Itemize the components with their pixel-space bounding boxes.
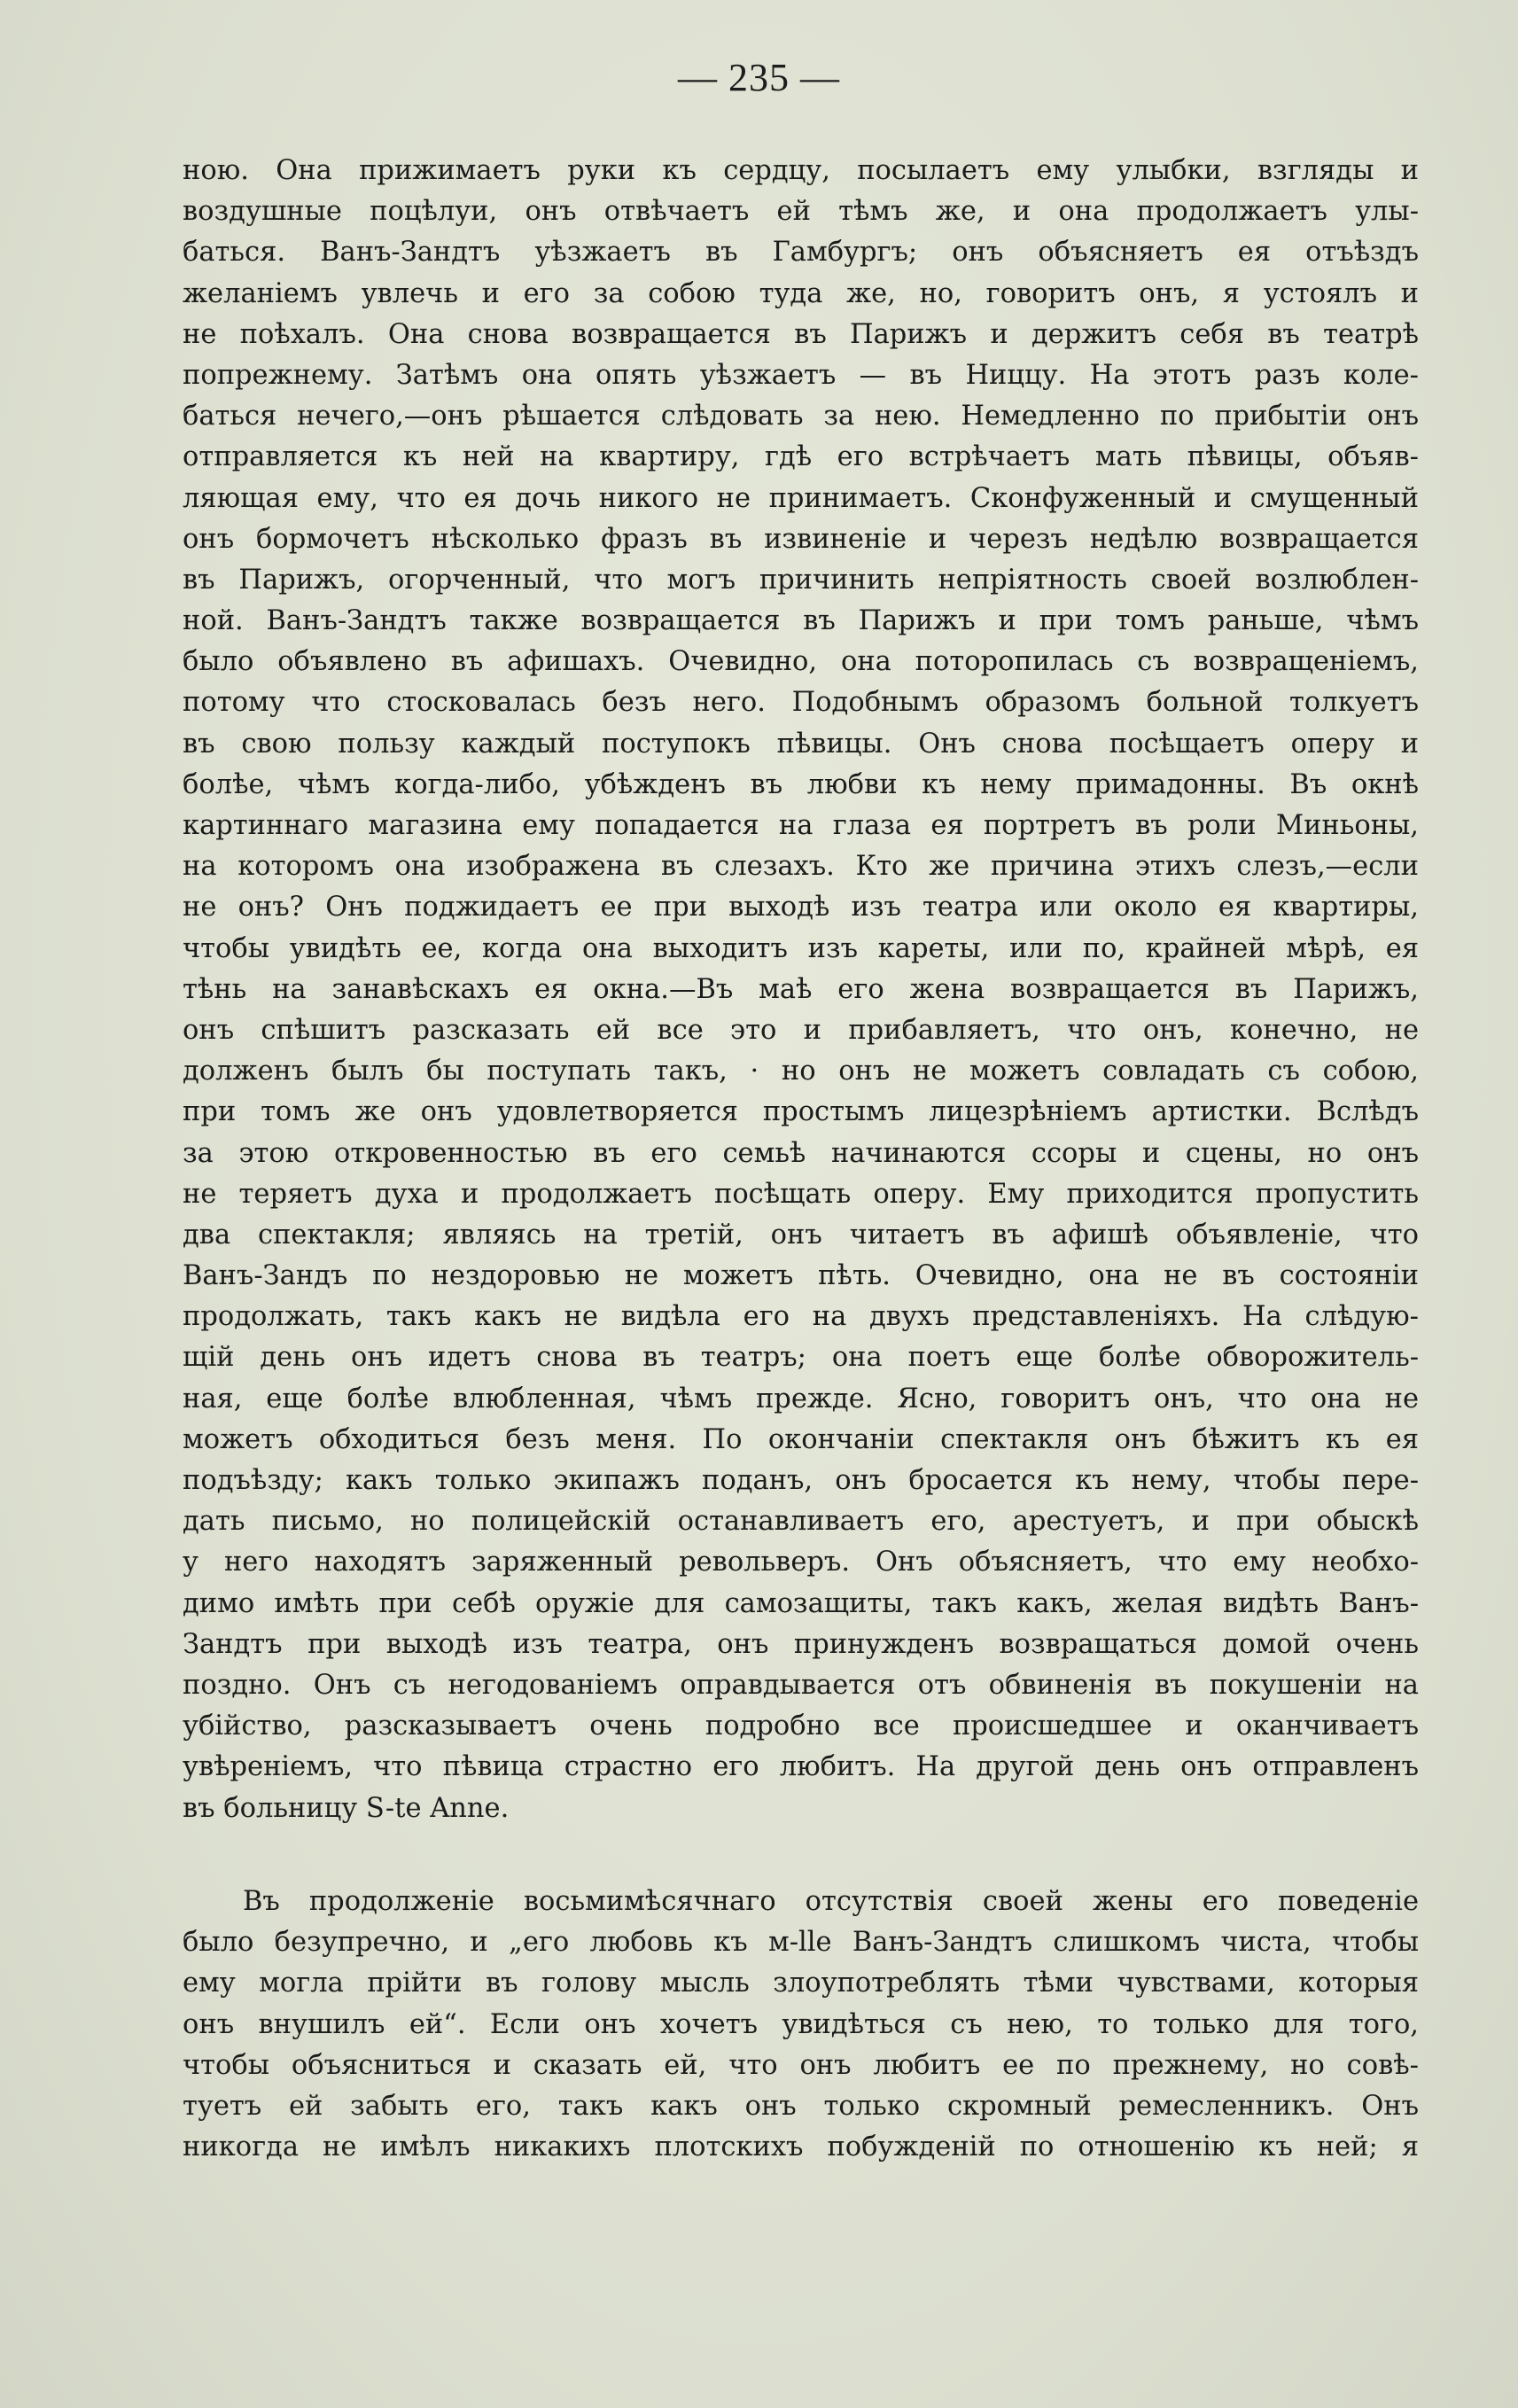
text-line: ною. Она прижимаетъ руки къ сердцу, посылаетъ ему улыбки, взгляды и bbox=[183, 155, 1419, 186]
text-line: не теряетъ духа и продолжаетъ посѣщать оперу. Ему приходится пропустить bbox=[183, 1178, 1419, 1210]
text-line: долженъ былъ бы поступать такъ, · но онъ не можетъ совладать съ собою, bbox=[183, 1056, 1419, 1087]
text-line: отправляется къ ней на квартиру, гдѣ его встрѣчаетъ мать пѣвицы, объяв- bbox=[183, 441, 1419, 473]
text-line: не поѣхалъ. Она снова возвращается въ Парижъ и держитъ себя въ театрѣ bbox=[183, 318, 1419, 350]
text-line: ная, еще болѣе влюбленная, чѣмъ прежде. Ясно, говоритъ онъ, что она не bbox=[183, 1383, 1419, 1414]
text-line: поздно. Онъ съ негодованіемъ оправдывается отъ обвиненія въ покушеніи на bbox=[183, 1669, 1419, 1701]
text-line: димо имѣть при себѣ оружіе для самозащиты, такъ какъ, желая видѣть Ванъ- bbox=[183, 1587, 1419, 1619]
text-line: продолжать, такъ какъ не видѣла его на двухъ представленіяхъ. На слѣдую- bbox=[183, 1301, 1419, 1333]
text-line: въ свою пользу каждый поступокъ пѣвицы. Онъ снова посѣщаетъ оперу и bbox=[183, 728, 1419, 760]
text-line: щій день онъ идетъ снова въ театръ; она поетъ еще болѣе обворожитель- bbox=[183, 1342, 1419, 1374]
text-line: при томъ же онъ удовлетворяется простымъ лицезрѣніемъ артистки. Вслѣдъ bbox=[183, 1096, 1419, 1128]
text-line: баться. Ванъ-Зандтъ уѣзжаетъ въ Гамбургъ; онъ объясняетъ ея отъѣздъ bbox=[183, 237, 1419, 269]
text-line: въ Парижъ, огорченный, что могъ причинить непріятность своей возлюблен- bbox=[183, 564, 1419, 596]
text-line: ляющая ему, что ея дочь никого не принимаетъ. Сконфуженный и смущенный bbox=[183, 482, 1419, 514]
text-line: онъ внушилъ ей“. Если онъ хочетъ увидѣться съ нею, то только для того, bbox=[183, 2008, 1419, 2040]
text-line: Зандтъ при выходѣ изъ театра, онъ принужденъ возвращаться домой очень bbox=[183, 1628, 1419, 1660]
text-line: подъѣзду; какъ только экипажъ поданъ, онъ бросается къ нему, чтобы пере- bbox=[183, 1465, 1419, 1496]
text-line: воздушные поцѣлуи, онъ отвѣчаетъ ей тѣмъ же, и она продолжаетъ улы- bbox=[183, 196, 1419, 228]
text-line: не онъ? Онъ поджидаетъ ее при выходѣ изъ театра или около ея квартиры, bbox=[183, 892, 1419, 923]
paragraph-1 bbox=[183, 151, 1419, 1829]
text-line: болѣе, чѣмъ когда-либо, убѣжденъ въ любви къ нему примадонны. Въ окнѣ bbox=[183, 768, 1419, 800]
text-line: попрежнему. Затѣмъ она опять уѣзжаетъ — въ Ниццу. На этотъ разъ коле- bbox=[183, 359, 1419, 391]
page-number: — 235 — bbox=[678, 56, 840, 99]
text-line: у него находятъ заряженный револьверъ. Онъ объясняетъ, что ему необхо- bbox=[183, 1547, 1419, 1578]
text-line: чтобы объясниться и сказать ей, что онъ любитъ ее по прежнему, но совѣ- bbox=[183, 2049, 1419, 2081]
text-line: потому что стосковалась безъ него. Подобнымъ образомъ больной толкуетъ bbox=[183, 687, 1419, 719]
text-line: туетъ ей забыть его, такъ какъ онъ только скромный ремесленникъ. Онъ bbox=[183, 2090, 1419, 2122]
text-line: дать письмо, но полицейскій останавливаетъ его, арестуетъ, и при обыскѣ bbox=[183, 1506, 1419, 1538]
text-line: за этою откровенностью въ его семьѣ начинаются ссоры и сцены, но онъ bbox=[183, 1137, 1419, 1169]
text-line: на которомъ она изображена въ слезахъ. Кто же причина этихъ слезъ,—если bbox=[183, 851, 1419, 883]
text-line: онъ бормочетъ нѣсколько фразъ въ извиненіе и черезъ недѣлю возвращается bbox=[183, 523, 1419, 555]
text-line: онъ спѣшитъ разсказать ей все это и прибавляетъ, что онъ, конечно, не bbox=[183, 1014, 1419, 1046]
text-line: увѣреніемъ, что пѣвица страстно его любитъ. На другой день онъ отправленъ bbox=[183, 1751, 1419, 1783]
text-line: было безупречно, и „его любовь къ м-lle Ванъ-Зандтъ слишкомъ чиста, чтобы bbox=[183, 1927, 1419, 1959]
text-line: картиннаго магазина ему попадается на глаза ея портретъ въ роли Миньоны, bbox=[183, 810, 1419, 841]
text-line: два спектакля; являясь на третій, онъ читаетъ въ афишѣ объявленіе, что bbox=[183, 1219, 1419, 1251]
text-line: въ больницу S-te Anne. bbox=[183, 1792, 510, 1824]
text-line: убійство, разсказываетъ очень подробно все происшедшее и оканчиваетъ bbox=[183, 1711, 1419, 1742]
text-line: чтобы увидѣть ее, когда она выходитъ изъ кареты, или по, крайней мѣрѣ, ея bbox=[183, 932, 1419, 964]
text-line: было объявлено въ афишахъ. Очевидно, она поторопилась съ возвращеніемъ, bbox=[183, 646, 1419, 678]
text-line: можетъ обходиться безъ меня. По окончаніи спектакля онъ бѣжитъ къ ея bbox=[183, 1423, 1419, 1455]
text-line: желаніемъ увлечь и его за собою туда же, но, говоритъ онъ, я устоялъ и bbox=[183, 277, 1419, 309]
text-line: ему могла прійти въ голову мысль злоупотреблять тѣми чувствами, которыя bbox=[183, 1968, 1419, 1999]
text-line: тѣнь на занавѣскахъ ея окна.—Въ маѣ его жена возвращается въ Парижъ, bbox=[183, 973, 1419, 1005]
text-line: Въ продолженіе восьмимѣсячнаго отсутствія своей жены его поведеніе bbox=[243, 1886, 1419, 1917]
text-line: ной. Ванъ-Зандтъ также возвращается въ Парижъ и при томъ раньше, чѣмъ bbox=[183, 605, 1419, 637]
text-line: баться нечего,—онъ рѣшается слѣдовать за нею. Немедленно по прибытіи онъ bbox=[183, 401, 1419, 433]
text-line: Ванъ-Зандъ по нездоровью не можетъ пѣть. Очевидно, она не въ состояніи bbox=[183, 1260, 1419, 1292]
paragraph-2 bbox=[183, 1882, 1419, 2168]
text-line: никогда не имѣлъ никакихъ плотскихъ побужденій по отношенію къ ней; я bbox=[183, 2131, 1419, 2163]
